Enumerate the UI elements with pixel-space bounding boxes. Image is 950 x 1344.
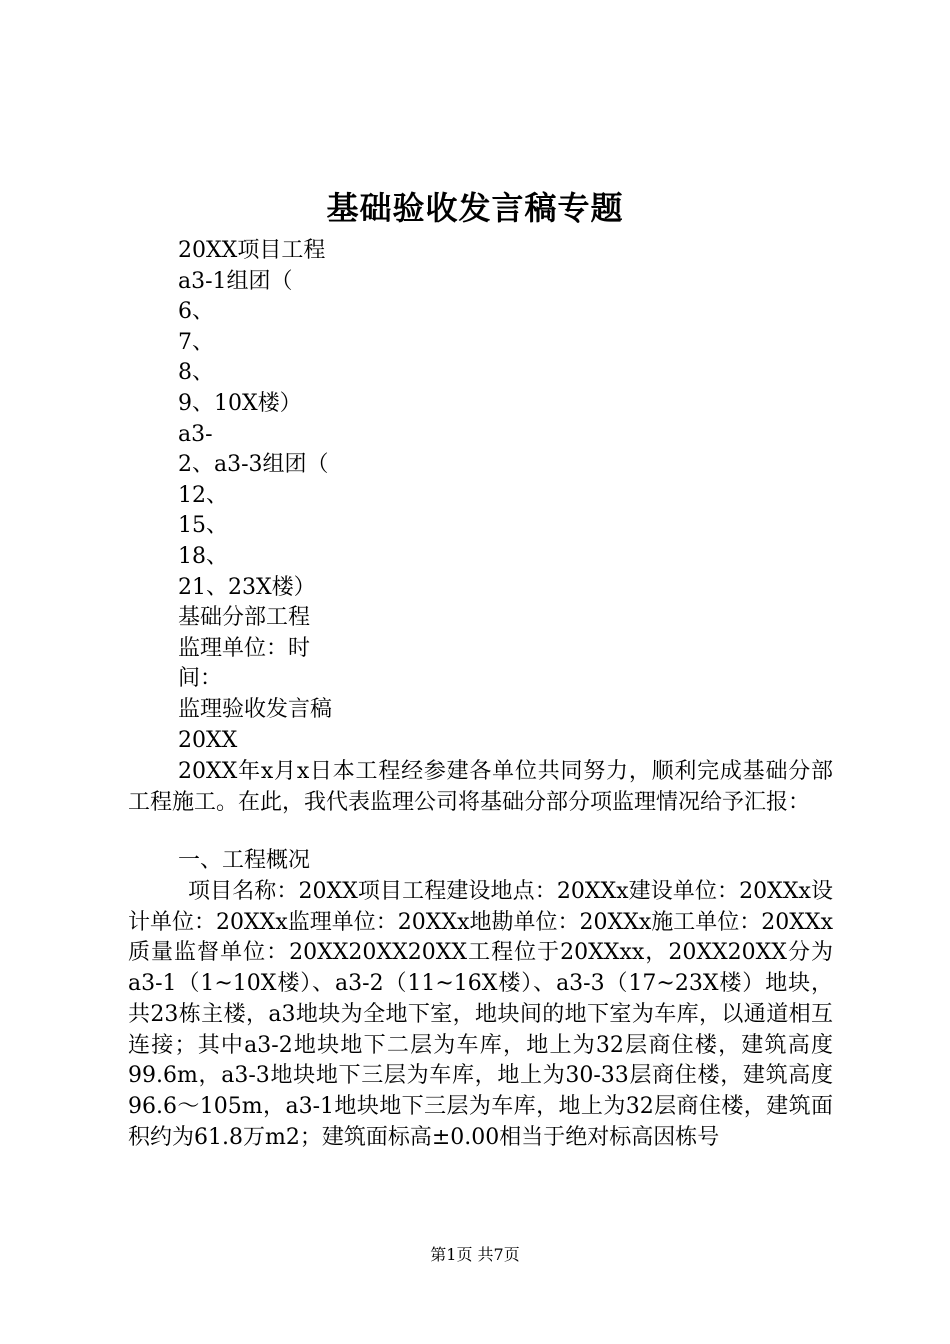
header-line: 18、 [178, 543, 228, 569]
header-line: 20XX项目工程 [178, 238, 326, 263]
header-line: 基础分部工程 [178, 605, 311, 631]
header-line: 12、 [178, 482, 228, 508]
document-title: 基础验收发言稿专题 [326, 189, 624, 227]
page-footer: 第1页 共7页 [430, 1245, 520, 1264]
intro-paragraph: 20XX年x月x日本工程经参建各单位共同努力，顺利完成基础分部工程施工。在此，我代表监理公司将基础分部分项监理情况给予汇报： [128, 759, 833, 815]
section-heading: 一、工程概况 [178, 848, 311, 873]
header-line: a3-1组团（ [178, 268, 293, 294]
header-lines [178, 236, 838, 756]
header-line: 9、10X楼） [178, 390, 302, 416]
header-line: 6、 [178, 299, 214, 325]
header-line: a3- [178, 421, 213, 447]
overview-paragraph: 项目名称：20XX项目工程建设地点：20XXx建设单位：20XXx设计单位：20XXx监理单位：20XXx地勘单位：20XXx施工单位：20XXx质量监督单位：20XX20XX20XX工程位于20XXxx，20XX20XX分为a3-1（1~10X楼）、a3-2（11~16X楼）、a3-3（17~23X楼）地块，共23栋主楼，a3地块为全地下室，地块间的地下室为车库，以通道相互连接；其中a3-2地块地下二层为车库，地上为32层商住楼，建筑高度99.6m，a3-3地块地下三层为车库，地上为30-33层商住楼，建筑高度96.6～105m，a3-1地块地下三层为车库，地上为32层商住楼，建筑面积约为61.8万m2；建筑面标高±0.00相当于绝对标高因栋号 [128, 879, 833, 1150]
header-line: 2、a3-3组团（ [178, 452, 329, 478]
header-line: 监理单位：时 [178, 635, 311, 661]
header-line: 20XX [178, 727, 238, 753]
header-line: 21、23X楼） [178, 574, 316, 600]
header-line: 8、 [178, 360, 214, 386]
header-line: 间： [178, 666, 223, 692]
header-line: 15、 [178, 513, 228, 539]
header-line: 7、 [178, 329, 214, 355]
header-line: 监理验收发言稿 [178, 696, 333, 722]
